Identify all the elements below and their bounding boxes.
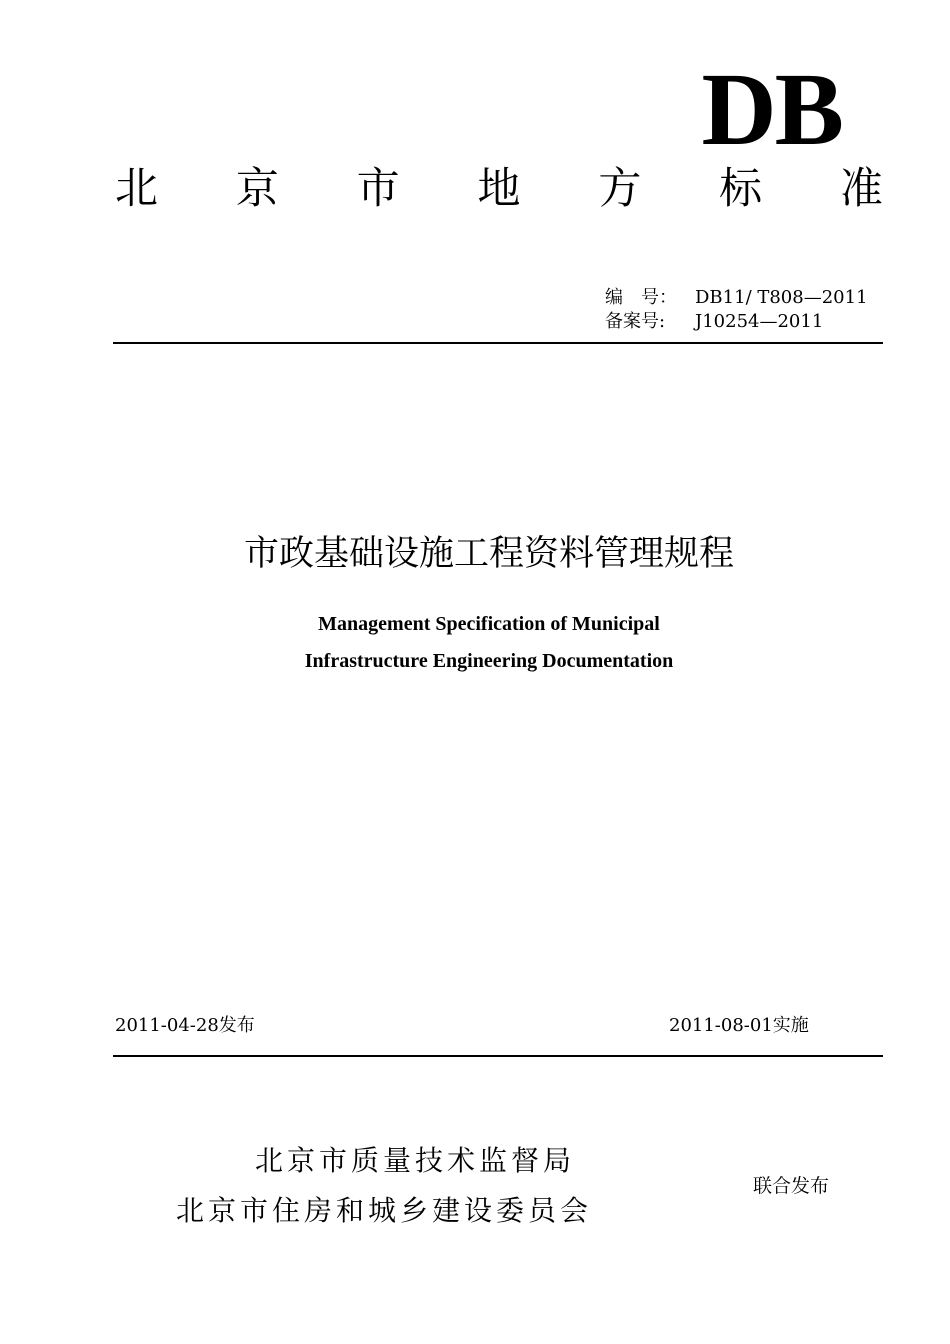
standard-number-value: DB11/ T808—2011 [695,287,868,308]
issuer-line-2: 北京市住房和城乡建设委员会 [176,1194,593,1227]
record-number-value: J10254—2011 [695,311,824,332]
top-divider [113,342,883,344]
bottom-divider [113,1055,883,1057]
issuer-line-1: 北京市质量技术监督局 [255,1144,576,1177]
db-logo: DB [701,52,842,167]
standard-type-char: 标 [719,164,763,214]
standard-type-char: 准 [839,164,883,214]
issue-date: 2011-04-28发布 [115,1015,255,1036]
standard-codes [605,286,868,334]
joint-publication-label: 联合发布 [753,1175,830,1197]
standard-type-char: 方 [598,164,642,214]
standard-type-char: 京 [235,164,279,214]
standard-number-row [605,286,868,310]
document-title-chinese: 市政基础设施工程资料管理规程 [243,534,734,574]
standard-type-heading [115,164,883,214]
standard-type-char: 市 [356,164,400,214]
standard-number-label: 编 号： [605,287,677,308]
implementation-date: 2011-08-01实施 [669,1015,809,1036]
document-title-english-line2: Infrastructure Engineering Documentation [304,650,674,672]
record-number-label: 备案号: [605,311,666,332]
record-number-row [605,310,868,334]
document-title-english-line1: Management Specification of Municipal [318,613,660,635]
standard-type-char: 北 [115,164,158,214]
standard-type-char: 地 [477,164,521,214]
